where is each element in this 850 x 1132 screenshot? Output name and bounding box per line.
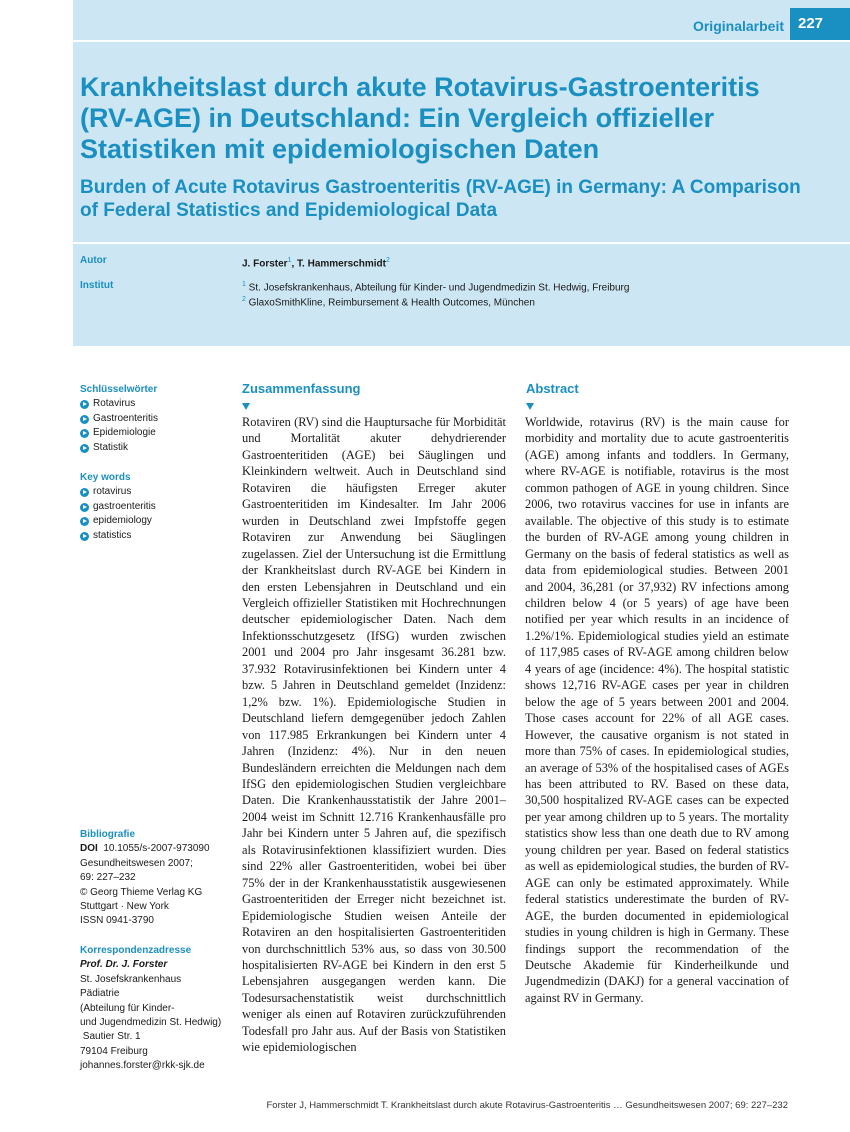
keywords-english-heading: Key words bbox=[80, 472, 131, 483]
bibliography-line: Gesundheitswesen 2007; bbox=[80, 857, 193, 869]
triangle-down-icon bbox=[242, 403, 250, 410]
arrow-circle-icon bbox=[80, 503, 89, 512]
author-2: T. Hammerschmidt bbox=[297, 258, 386, 270]
institute-1 bbox=[242, 279, 629, 294]
header-divider bbox=[73, 40, 850, 42]
institute-2-number: 2 bbox=[242, 296, 246, 304]
institute-1-text: St. Josefskrankenhaus, Abteilung für Kinder- und Jugendmedizin St. Hedwig, Freiburg bbox=[245, 282, 630, 294]
author-2-affiliation: 2 bbox=[385, 257, 390, 264]
title-divider bbox=[73, 242, 850, 244]
doi-line bbox=[80, 842, 230, 856]
article-title-english: Burden of Acute Rotavirus Gastroenteritis (RV-AGE) in Germany: A Comparison of Federal Statistics and Epidemiological Data bbox=[80, 177, 801, 221]
correspondence-line: und Jugendmedizin St. Hedwig) bbox=[80, 1017, 222, 1029]
author-1: J. Forster bbox=[242, 258, 288, 270]
correspondence-name: Prof. Dr. J. Forster bbox=[80, 959, 168, 971]
institute-1-number: 1 bbox=[242, 281, 246, 288]
authors-label: Autor bbox=[80, 255, 107, 266]
correspondence-heading: Korrespondenzadresse bbox=[80, 945, 192, 956]
page-number: 227 bbox=[790, 8, 850, 40]
arrow-circle-icon bbox=[80, 532, 89, 541]
arrow-circle-icon bbox=[80, 517, 89, 526]
arrow-circle-icon bbox=[80, 444, 89, 453]
keyword-label: Statistik bbox=[93, 441, 129, 453]
keywords-german-heading: Schlüsselwörter bbox=[80, 384, 158, 395]
bibliography-line: Stuttgart · New York bbox=[80, 901, 169, 913]
correspondence-line: 79104 Freiburg bbox=[80, 1045, 148, 1057]
doi-label: DOI bbox=[80, 843, 98, 855]
page-footer-citation: Forster J, Hammerschmidt T. Krankheitslast durch akute Rotavirus-Gastroenteritis … Gesundheitswesen 2007; 69: 227–232 bbox=[266, 1100, 788, 1111]
author-1-affiliation: 1 bbox=[287, 257, 292, 264]
keywords-german bbox=[80, 383, 230, 455]
bibliography-line: 69: 227–232 bbox=[80, 872, 136, 884]
section-label: Originalarbeit bbox=[692, 18, 784, 34]
bibliography bbox=[80, 828, 230, 929]
arrow-circle-icon bbox=[80, 415, 89, 424]
institute-2-text: GlaxoSmithKline, Reimbursement & Health Outcomes, München bbox=[245, 297, 535, 309]
triangle-down-icon bbox=[526, 403, 534, 410]
abstract-heading: Abstract bbox=[526, 381, 579, 396]
keyword-label: rotavirus bbox=[93, 486, 132, 498]
keyword-item bbox=[80, 441, 230, 455]
keyword-label: Epidemiologie bbox=[93, 427, 156, 439]
correspondence-email: johannes.forster@rkk-sjk.de bbox=[80, 1060, 205, 1072]
arrow-circle-icon bbox=[80, 488, 89, 497]
bibliography-heading: Bibliografie bbox=[80, 829, 136, 840]
arrow-circle-icon bbox=[80, 429, 89, 438]
arrow-circle-icon bbox=[80, 400, 89, 409]
keyword-item bbox=[80, 412, 230, 426]
keyword-item bbox=[80, 529, 230, 543]
keyword-label: gastroenteritis bbox=[93, 500, 156, 512]
summary-text: Rotaviren (RV) sind die Hauptursache für Morbidität und Mortalität akuter dehydrierender Gastroenteritiden (AGE) bei Säuglingen und Kleinkindern weltweit. Auch in Deutschland sind Rotaviren die häufigsten Erreger akuter Gastroenteritiden im Kindesalter. Im Jahr 2006 wurden in Deutschland zwei Impfstoffe gegen Rotaviren zur Anwendung bei Säuglingen zugelassen. Ziel der Untersuchung ist die Ermittlung der Krankheitslast durch RV-AGE bei Kindern in den ersten Lebensjahren in Deutschland und ein Vergleich offizieller Statistiken mit Hochrechnungen deutscher epidemiologischer Daten. Nach dem Infektionsschutzgesetz (IfSG) wurden zwischen 2001 und 2004 pro Jahr insgesamt 36.281 bzw. 37.932 Rotavirusinfektionen bei Kindern unter 4 bzw. 5 Jahren in Deutschland gemeldet (Inzidenz: 1,2% bzw. 1%). Epidemiologische Studien in Deutschland liefern demgegenüber jedoch Zahlen von 117.985 Erkrankungen bei Kindern unter 4 Jahren (Inzidenz: 4%). Nur in den neuen Bundesländern erreichten die Meldungen nach dem IfSG den epidemiologischen Studien vergleichbare Daten. Die Krankenhausstatistik der Jahre 2001–2004 weist im Schnitt 12.716 Krankenhausfälle pro Jahr bei Kindern unter 5 Jahren auf, die spezifisch als Rotavirusinfektionen klassifiziert wurden. Dies sind 22% aller Gastroenteritiden, wobei bei über 75% der in der Krankenhausstatistik ausgewiesenen Gastroenteritiden der Erreger nicht bezeichnet ist. Epidemiologische Studien weisen Anteile der Rotaviren an den hospitalisierten Gastroenteritiden von durchschnittlich 53% aus, so dass von 30.500 hospitalisierten RV-AGE bei Kindern in den erst 5 Lebensjahren ausgegangen werden kann. Die Todesursachenstatistik weist durchschnittlich weniger als einen auf Rotaviren zurückzuführenden Todesfall pro Jahr aus. Auf der Basis von Statistiken wie epidemiologischen bbox=[242, 415, 506, 1055]
institute-2 bbox=[242, 294, 629, 309]
correspondence-address bbox=[80, 944, 230, 1074]
bibliography-line: ISSN 0941-3790 bbox=[80, 915, 154, 927]
keyword-label: statistics bbox=[93, 529, 132, 541]
summary-heading: Zusammenfassung bbox=[242, 381, 361, 396]
keyword-label: Rotavirus bbox=[93, 398, 136, 410]
keyword-label: Gastroenteritis bbox=[93, 412, 159, 424]
keywords-english bbox=[80, 471, 230, 543]
keyword-item bbox=[80, 397, 230, 411]
correspondence-line: St. Josefskrankenhaus bbox=[80, 973, 182, 985]
keyword-item bbox=[80, 514, 230, 528]
bibliography-line: © Georg Thieme Verlag KG bbox=[80, 886, 203, 898]
institute-label: Institut bbox=[80, 280, 114, 291]
institute-list bbox=[242, 279, 629, 310]
authors-line bbox=[242, 255, 390, 270]
author-separator: , bbox=[291, 258, 298, 270]
keyword-item bbox=[80, 426, 230, 440]
correspondence-line: Sautier Str. 1 bbox=[80, 1031, 141, 1043]
keyword-item bbox=[80, 485, 230, 499]
doi-value: 10.1055/s-2007-973090 bbox=[103, 843, 210, 855]
correspondence-line: (Abteilung für Kinder- bbox=[80, 1002, 175, 1014]
correspondence-line: Pädiatrie bbox=[80, 988, 120, 1000]
keyword-label: epidemiology bbox=[93, 515, 152, 527]
abstract-text: Worldwide, rotavirus (RV) is the main cause for morbidity and mortality due to acute gastroenteritis (AGE) among infants and toddlers. In Germany, where RV-AGE is notifiable, rotavirus is the most common pathogen of AGE in young children. Since 2006, two rotavirus vaccines for use in infants are available. The objective of this study is to estimate the burden of RV-AGE among young children in Germany on the basis of federal statistics as well as data from epidemiological studies. Between 2001 and 2004, 36,281 (or 37,932) RV infections among children below 4 (or 5 years) of age have been notified per year which results in an incidence of 1.2%/1%. Epidemiological studies yield an estimate of 117,985 cases of RV-AGE among children below 4 years of age (incidence: 4%). The hospital statistic shows 12,716 RV-AGE cases per year in children below the age of 5 years between 2001 and 2004. Those cases account for 22% of all AGE cases. However, the causative organism is not stated in more than 75% of cases. In epidemiological studies, an average of 53% of the hospitalised cases of AGEs has been attributed to RV. Based on these data, 30,500 hospitalized RV-AGE cases can be expected per year among children up to 5 years. The mortality statistics show less than one death due to RV among young children per year. Based on federal statistics as well as epidemiological studies, the burden of RV-AGE can only be estimated approximately. While federal statistics underestimate the burden of RV-AGE, the burden documented in epidemiological studies in young children is high in Germany. These findings support the recommendation of the Deutsche Akademie für Kinderheilkunde und Jugendmedizin (DAKJ) for a general vaccination of against RV in Germany. bbox=[525, 415, 789, 1005]
article-title-german: Krankheitslast durch akute Rotavirus-Gastroenteritis (RV-AGE) in Deutschland: Ein Vergleich offizieller Statistiken mit epidemiologischen Daten bbox=[80, 72, 760, 164]
keyword-item bbox=[80, 500, 230, 514]
